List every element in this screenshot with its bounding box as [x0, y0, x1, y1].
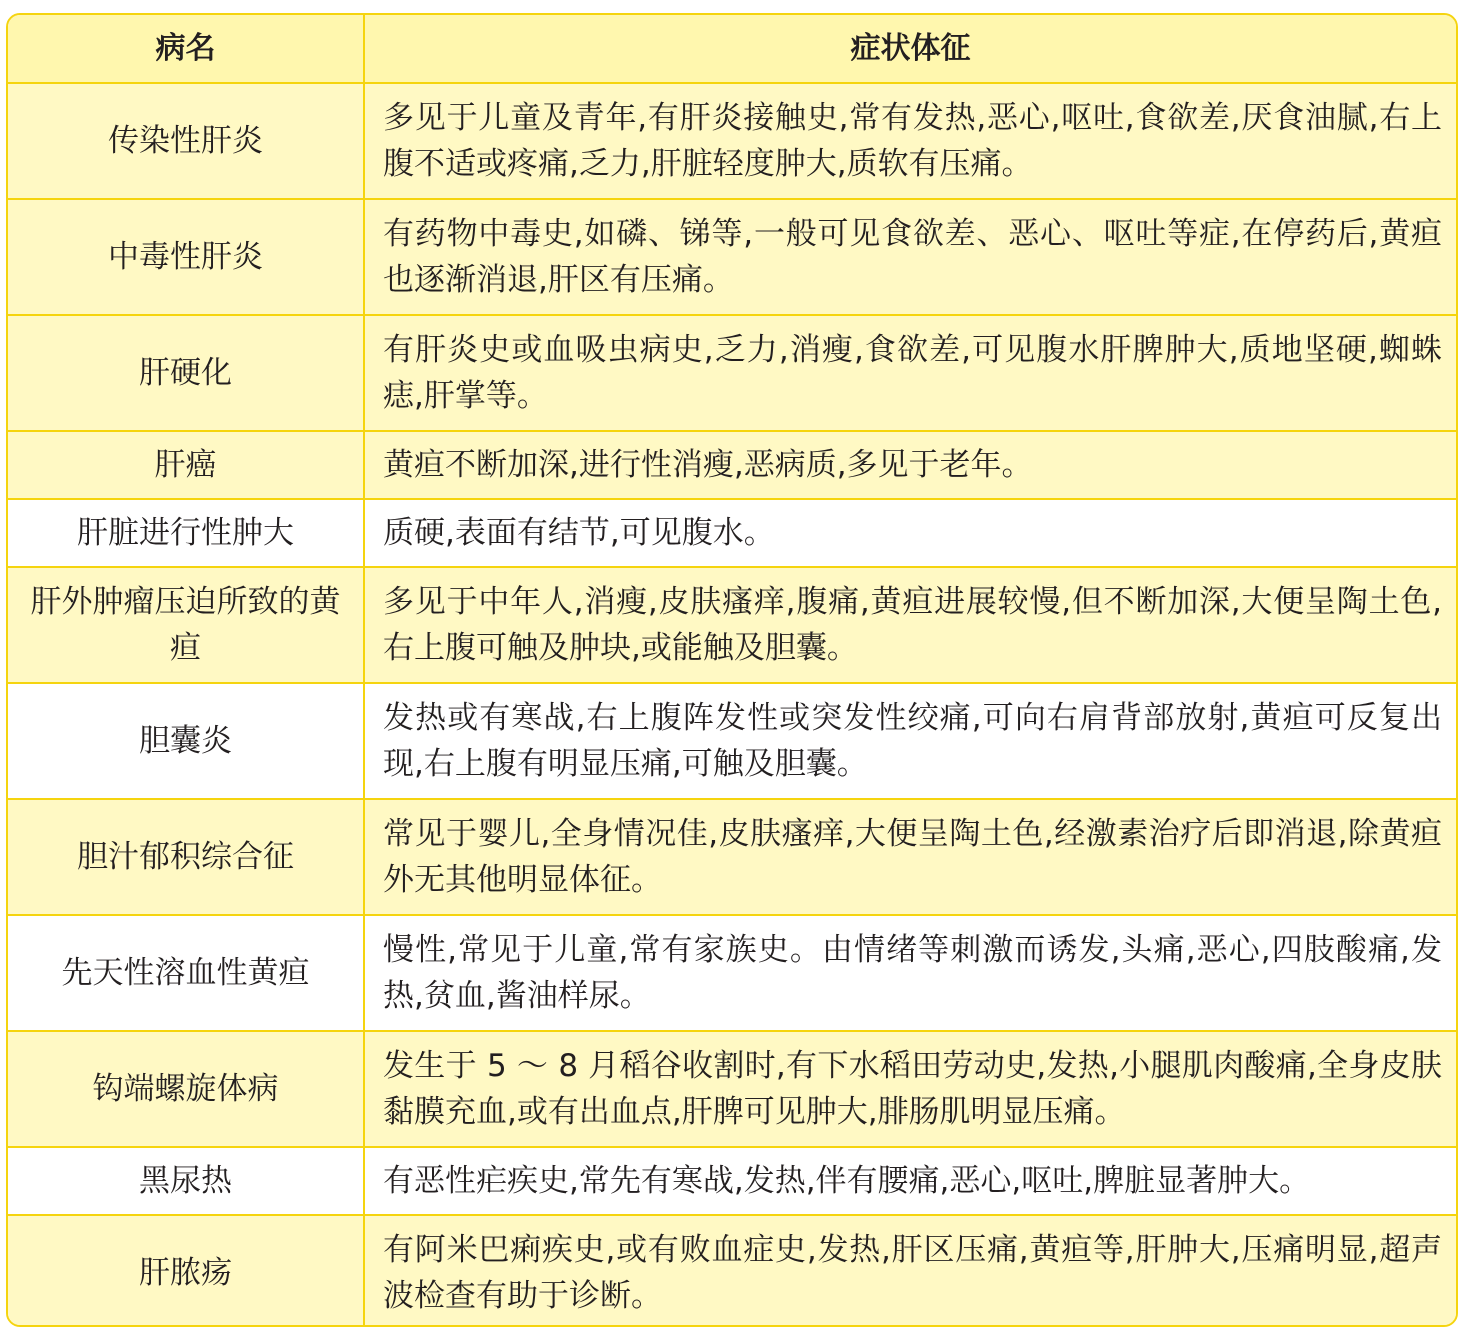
table-row	[8, 499, 1456, 567]
table-row	[8, 567, 1456, 683]
symptoms-cell: 有药物中毒史,如磷、锑等,一般可见食欲差、恶心、呕吐等症,在停药后,黄疸也逐渐消退,肝区有压痛。	[364, 199, 1456, 315]
disease-name-cell: 肝硬化	[8, 315, 364, 431]
table-row	[8, 799, 1456, 915]
table-row	[8, 315, 1456, 431]
header-disease-name: 病名	[8, 15, 364, 83]
symptoms-cell: 发生于 5 ～ 8 月稻谷收割时,有下水稻田劳动史,发热,小腿肌肉酸痛,全身皮肤黏膜充血,或有出血点,肝脾可见肿大,腓肠肌明显压痛。	[364, 1031, 1456, 1147]
disease-table-frame	[6, 13, 1458, 1327]
disease-name-cell: 胆囊炎	[8, 683, 364, 799]
table-row	[8, 83, 1456, 199]
symptoms-cell: 慢性,常见于儿童,常有家族史。由情绪等刺激而诱发,头痛,恶心,四肢酸痛,发热,贫血,酱油样尿。	[364, 915, 1456, 1031]
header-row	[8, 15, 1456, 83]
symptoms-cell: 多见于儿童及青年,有肝炎接触史,常有发热,恶心,呕吐,食欲差,厌食油腻,右上腹不适或疼痛,乏力,肝脏轻度肿大,质软有压痛。	[364, 83, 1456, 199]
disease-name-cell: 钩端螺旋体病	[8, 1031, 364, 1147]
table-row	[8, 1215, 1456, 1327]
header-symptoms: 症状体征	[364, 15, 1456, 83]
disease-name-cell: 传染性肝炎	[8, 83, 364, 199]
disease-name-cell: 先天性溶血性黄疸	[8, 915, 364, 1031]
table-row	[8, 1031, 1456, 1147]
symptoms-cell: 有阿米巴痢疾史,或有败血症史,发热,肝区压痛,黄疸等,肝肿大,压痛明显,超声波检查有助于诊断。	[364, 1215, 1456, 1327]
disease-name-cell: 中毒性肝炎	[8, 199, 364, 315]
table-row	[8, 915, 1456, 1031]
disease-name-cell: 肝脓疡	[8, 1215, 364, 1327]
disease-name-cell: 黑尿热	[8, 1147, 364, 1215]
table-row	[8, 431, 1456, 499]
symptoms-cell: 质硬,表面有结节,可见腹水。	[364, 499, 1456, 567]
disease-name-cell: 肝外肿瘤压迫所致的黄疸	[8, 567, 364, 683]
table-row	[8, 199, 1456, 315]
symptoms-cell: 有恶性疟疾史,常先有寒战,发热,伴有腰痛,恶心,呕吐,脾脏显著肿大。	[364, 1147, 1456, 1215]
symptoms-cell: 多见于中年人,消瘦,皮肤瘙痒,腹痛,黄疸进展较慢,但不断加深,大便呈陶土色,右上腹可触及肿块,或能触及胆囊。	[364, 567, 1456, 683]
symptoms-cell: 发热或有寒战,右上腹阵发性或突发性绞痛,可向右肩背部放射,黄疸可反复出现,右上腹有明显压痛,可触及胆囊。	[364, 683, 1456, 799]
symptoms-cell: 常见于婴儿,全身情况佳,皮肤瘙痒,大便呈陶土色,经激素治疗后即消退,除黄疸外无其他明显体征。	[364, 799, 1456, 915]
table-row	[8, 1147, 1456, 1215]
disease-name-cell: 肝脏进行性肿大	[8, 499, 364, 567]
disease-name-cell: 肝癌	[8, 431, 364, 499]
disease-symptom-table	[8, 15, 1456, 1327]
table-row	[8, 683, 1456, 799]
symptoms-cell: 有肝炎史或血吸虫病史,乏力,消瘦,食欲差,可见腹水肝脾肿大,质地坚硬,蜘蛛痣,肝掌等。	[364, 315, 1456, 431]
disease-name-cell: 胆汁郁积综合征	[8, 799, 364, 915]
symptoms-cell: 黄疸不断加深,进行性消瘦,恶病质,多见于老年。	[364, 431, 1456, 499]
